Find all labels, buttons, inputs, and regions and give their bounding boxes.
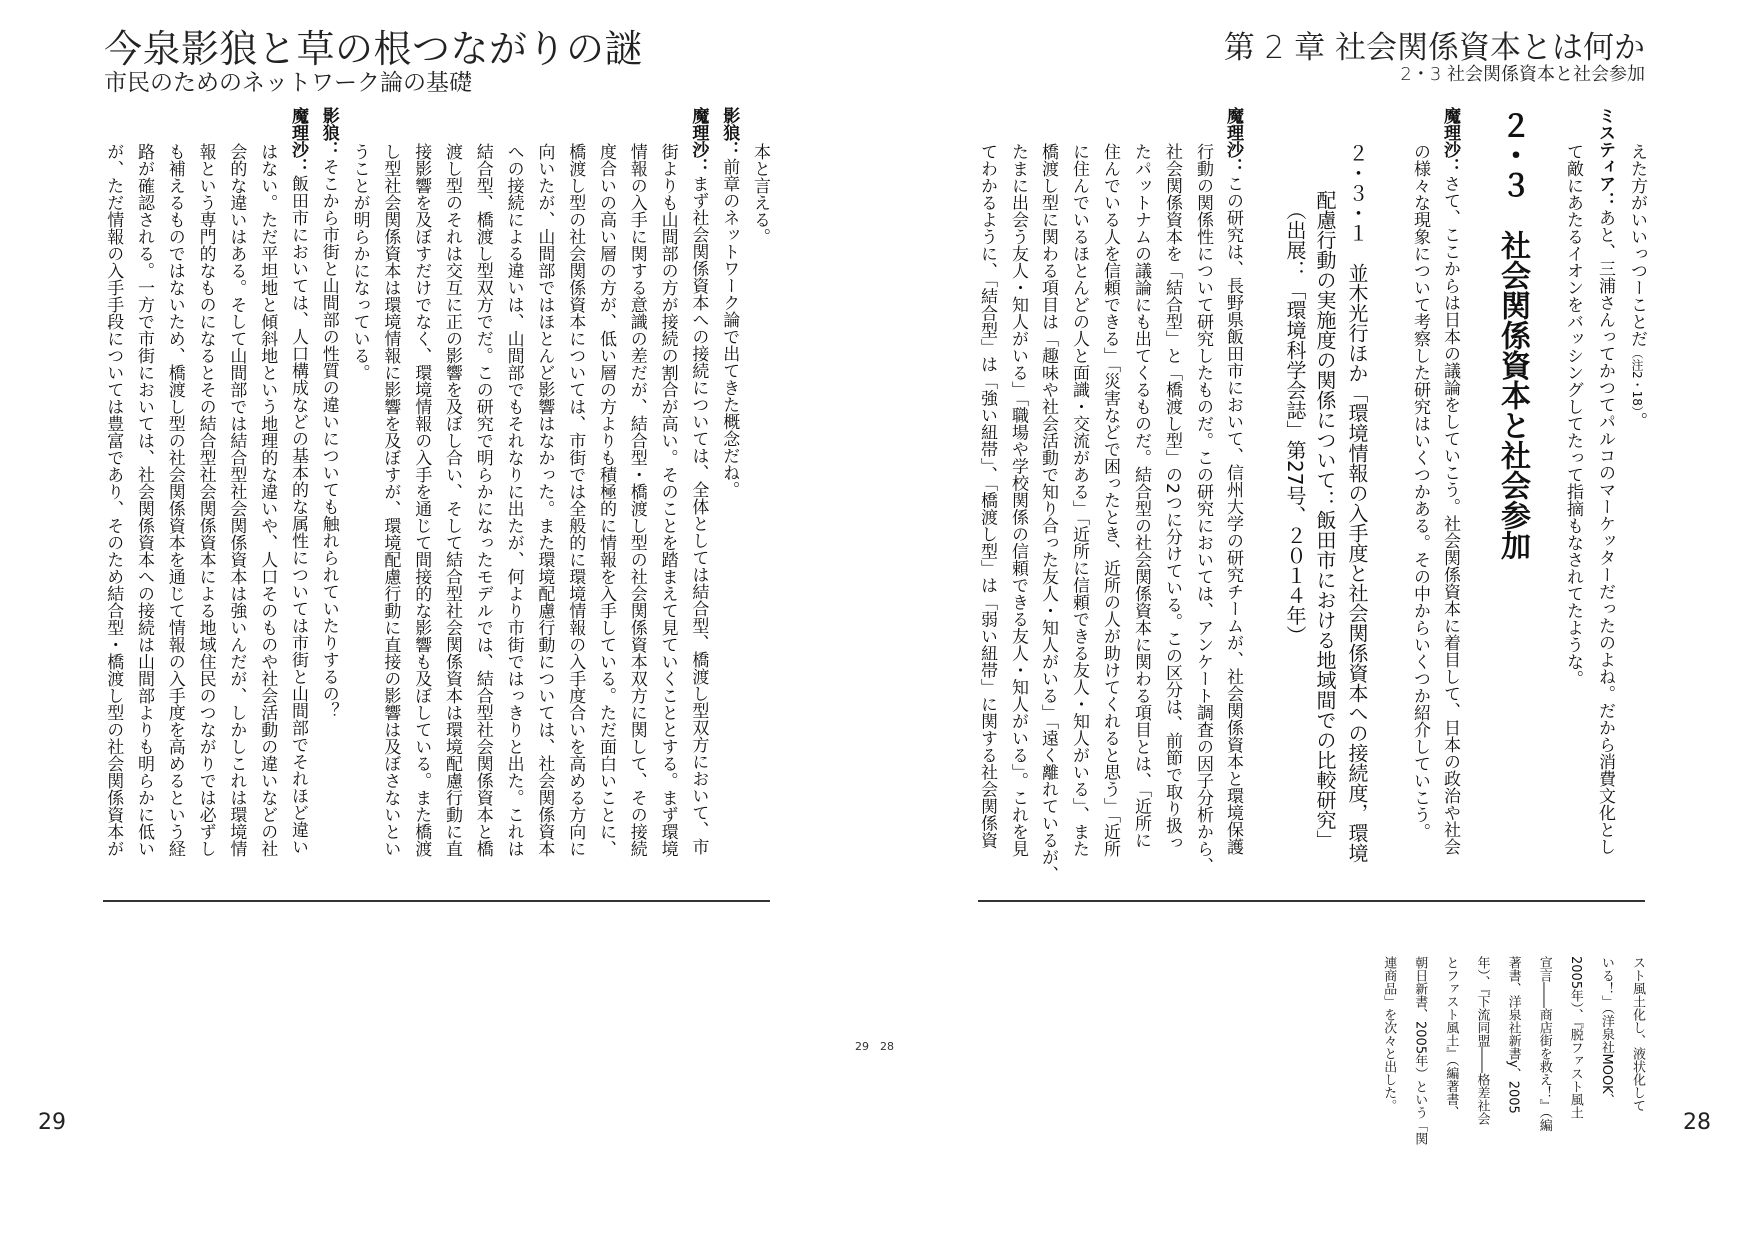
text-column [1408, 143, 1432, 933]
text-column [194, 143, 218, 933]
column-text: 報という専門的なものになるとその結合型社会関係資本による地域住民のつながりでは必ずし [195, 143, 216, 857]
footnote-column: 連商品」を次々と出した。 [1381, 956, 1397, 1112]
text-column [1625, 143, 1649, 933]
column-text: （出展：「環境科学会誌」第27号、２０１４年） [1283, 200, 1307, 646]
text-column [1006, 143, 1030, 933]
text-column [625, 143, 649, 933]
footnote-column: 年）、『下流同盟――格差社会 [1474, 956, 1490, 1125]
left-page-divider [103, 900, 770, 902]
column-text: し型社会関係資本は環境情報に影響を及ぼすが、環境配慮行動に直接の影響は及ぼさないとい [380, 143, 401, 857]
text-column [975, 143, 999, 933]
column-text: 住んでいる人を信頼できる」「災害などで困ったとき、近所の人が助けてくれると思う」「近所 [1100, 143, 1120, 857]
column-text: 路が確認される。一方で市街においては、社会関係資本への接続は山間部よりも明らかに低い [134, 143, 154, 857]
right-page-number: 28 [1683, 1110, 1711, 1135]
footnote-column: 宣言――商店街を救え！』（編 [1536, 956, 1552, 1132]
right-page-divider [978, 900, 1645, 902]
text-column [1561, 143, 1585, 933]
text-column [1129, 143, 1153, 933]
text-column [471, 143, 495, 933]
column-text: が、ただ情報の入手手段については豊富であり、そのため結合型・橋渡し型の社会関係資本が [103, 143, 124, 857]
column-text: 飯田市においては、人口構成などの基本的な属性については市街と山間部でそれほど違い [288, 175, 308, 855]
text-column [378, 143, 402, 933]
column-text: えた方がいいっつーことだ [1627, 143, 1647, 347]
column-text: まず社会関係資本への接続については、全体としては結合型、橋渡し型双方において、市 [688, 175, 709, 855]
column-text: への接続による違いは、山間部でもそれなりに出たが、何より市街ではっきりと出た。これは [503, 143, 524, 857]
column-text: たまに出会う友人・知人がいる」「職場や学校関係の信頼できる友人・知人がいる」。これを見 [1008, 143, 1028, 857]
speaker-name: 影狼： [318, 107, 339, 158]
speaker-name: 魔理沙： [1223, 107, 1243, 175]
column-text: この研究は、長野県飯田市において、信州大学の研究チームが、社会関係資本と環境保護 [1223, 175, 1243, 855]
text-column [255, 143, 279, 933]
text-column [563, 143, 587, 933]
text-column [440, 143, 464, 933]
center-page-numbers: 29 28 [855, 1040, 894, 1053]
text-column [286, 107, 310, 897]
book-title: 今泉影狼と草の根つながりの謎 [104, 27, 644, 71]
column-text: ２・３・１ 並木光行ほか「環境情報の入手度と社会関係資本への接続度，環境 [1345, 143, 1369, 863]
column-text: 情報の入手に関する意識の差だが、結合型・橋渡し型の社会関係資本双方に関して、その接続 [626, 143, 647, 857]
text-column [1067, 143, 1091, 933]
footnote-column: とファスト風土』（編著書、 [1443, 956, 1459, 1119]
chapter-title: 第 2 章 社会関係資本とは何か [1223, 30, 1645, 66]
column-text: 配慮行動の実施度の関係について：飯田市における地域間での比較研究」 [1313, 190, 1337, 850]
column-text: 本と言える。 [750, 143, 770, 245]
column-text: に住んでいるほとんどの人と面識・交流がある」「近所に信頼できる友人・知人がいる」、また [1069, 143, 1089, 857]
text-column [1593, 107, 1617, 897]
section-heading [1492, 110, 1532, 900]
footnote-column: 2005年）、『脱ファスト風土 [1567, 956, 1583, 1120]
column-text: 結合型、橋渡し型双方でだ。この研究で明らかになったモデルでは、結合型社会関係資本と橋 [472, 143, 493, 857]
column-text: 渡し型のそれは交互に正の影響を及ぼし合い、そして結合型社会関係資本は環境配慮行動に直 [442, 143, 462, 857]
text-column [317, 107, 341, 897]
column-text: ２・３ 社会関係資本と社会参加 [1495, 110, 1530, 560]
left-page-number: 29 [38, 1110, 66, 1135]
column-text: も補えるものではないため、橋渡し型の社会関係資本を通じて情報の入手度を高めるという経 [164, 143, 185, 857]
column-text: そこから市街と山間部の性質の違いについても触れられていたりするの？ [318, 158, 339, 719]
text-column [132, 143, 156, 933]
text-column [594, 143, 618, 933]
column-text: の様々な現象について考察した研究はいくつかある。その中からいくつか紹介していこう。 [1410, 143, 1430, 840]
column-text: 前章のネットワーク論で出てきた概念だね。 [719, 158, 740, 498]
text-column [224, 143, 248, 933]
text-column [502, 143, 526, 933]
text-column [1098, 143, 1122, 933]
column-text: 街よりも山間部の方が接続の割合が高い。そのことを踏まえて見ていくこととする。まず環境 [657, 143, 678, 857]
text-column [717, 107, 741, 897]
text-column [1191, 143, 1215, 933]
footnote-column: スト風土化し、液状化して [1630, 956, 1645, 1112]
footnote-column: 朝日新書、2005年）という「関 [1412, 956, 1428, 1146]
column-text: 行動の関係性について研究したものだ。この研究においては、アンケート調査の因子分析から、 [1193, 143, 1213, 874]
footnote-reference[interactable]: （注2・18） [1630, 347, 1644, 412]
column-text: 度合いの高い層の方が、低い層の方よりも積極的に情報を入手している。ただ面白いことに、 [596, 143, 616, 857]
speaker-name: 魔理沙： [688, 107, 709, 175]
subsection-heading [1312, 190, 1338, 980]
footnote-column: 著書、洋泉社新書y、2005 [1505, 956, 1521, 1114]
text-column [1221, 107, 1245, 897]
column-text-end: 。 [1627, 411, 1647, 429]
text-column [656, 143, 680, 933]
footnote-column: いる！」（洋泉社MOOK、 [1598, 956, 1614, 1107]
subsection-heading [1344, 143, 1370, 933]
column-text: 橋渡し型の社会関係資本については、市街では全般的に環境情報の入手度合いを高める方向に [565, 143, 586, 857]
column-text: てわかるように、「結合型」は「強い紐帯」、「橋渡し型」は「弱い紐帯」に関する社会関係資 [977, 143, 997, 849]
text-column [1160, 143, 1184, 933]
column-text: 会的な違いはある。そして山間部では結合型社会関係資本は強いんだが、しかしこれは環境情 [226, 143, 247, 857]
speaker-name: 魔理沙： [288, 107, 308, 175]
column-text: 橋渡し型に関わる項目は「趣味や社会活動で知り合った友人・知人がいる」「遠く離れているが、 [1038, 143, 1058, 883]
column-text: さて、ここからは日本の議論をしていこう。社会関係資本に着目して、日本の政治や社会 [1440, 175, 1460, 855]
text-column [348, 143, 372, 933]
text-column [1438, 107, 1462, 897]
column-text: うことが明らかになっている。 [349, 143, 370, 381]
text-column [409, 143, 433, 933]
column-text: たパットナムの議論にも出てくるものだ。結合型の社会関係資本に関わる項目とは、「近所に [1131, 143, 1151, 849]
column-text: 向いたが、山間部ではほとんど影響はなかった。また環境配慮行動については、社会関係資本 [534, 143, 555, 857]
text-column [532, 143, 556, 933]
speaker-name: ミスティア： [1595, 107, 1615, 209]
text-column [1036, 143, 1060, 933]
speaker-name: 魔理沙： [1440, 107, 1460, 175]
text-column [748, 143, 772, 933]
column-text: あと、三浦さんってかつてパルコのマーケッターだったのよね。だから消費文化とし [1595, 209, 1615, 855]
text-column [163, 143, 187, 933]
column-text: 社会関係資本を「結合型」と「橋渡し型」の2つに分けている。この区分は、前節で取り扱っ [1162, 143, 1182, 851]
text-column [101, 143, 125, 933]
column-text: はない。ただ平坦地と傾斜地という地理的な違いや、人口そのものや社会活動の違いなどの社 [257, 143, 278, 857]
book-subtitle: 市民のためのネットワーク論の基礎 [104, 70, 472, 96]
text-column [686, 107, 710, 897]
subsection-heading [1282, 200, 1308, 990]
speaker-name: 影狼： [719, 107, 740, 158]
section-title: 2・3 社会関係資本と社会参加 [1400, 64, 1645, 85]
column-text: て敵にあたるイオンをバッシングしてたって指摘もなされてたような。 [1563, 143, 1583, 687]
column-text: 接影響を及ぼすだけでなく、環境情報の入手を通じて間接的な影響も及ぼしている。また橋渡 [411, 143, 432, 857]
